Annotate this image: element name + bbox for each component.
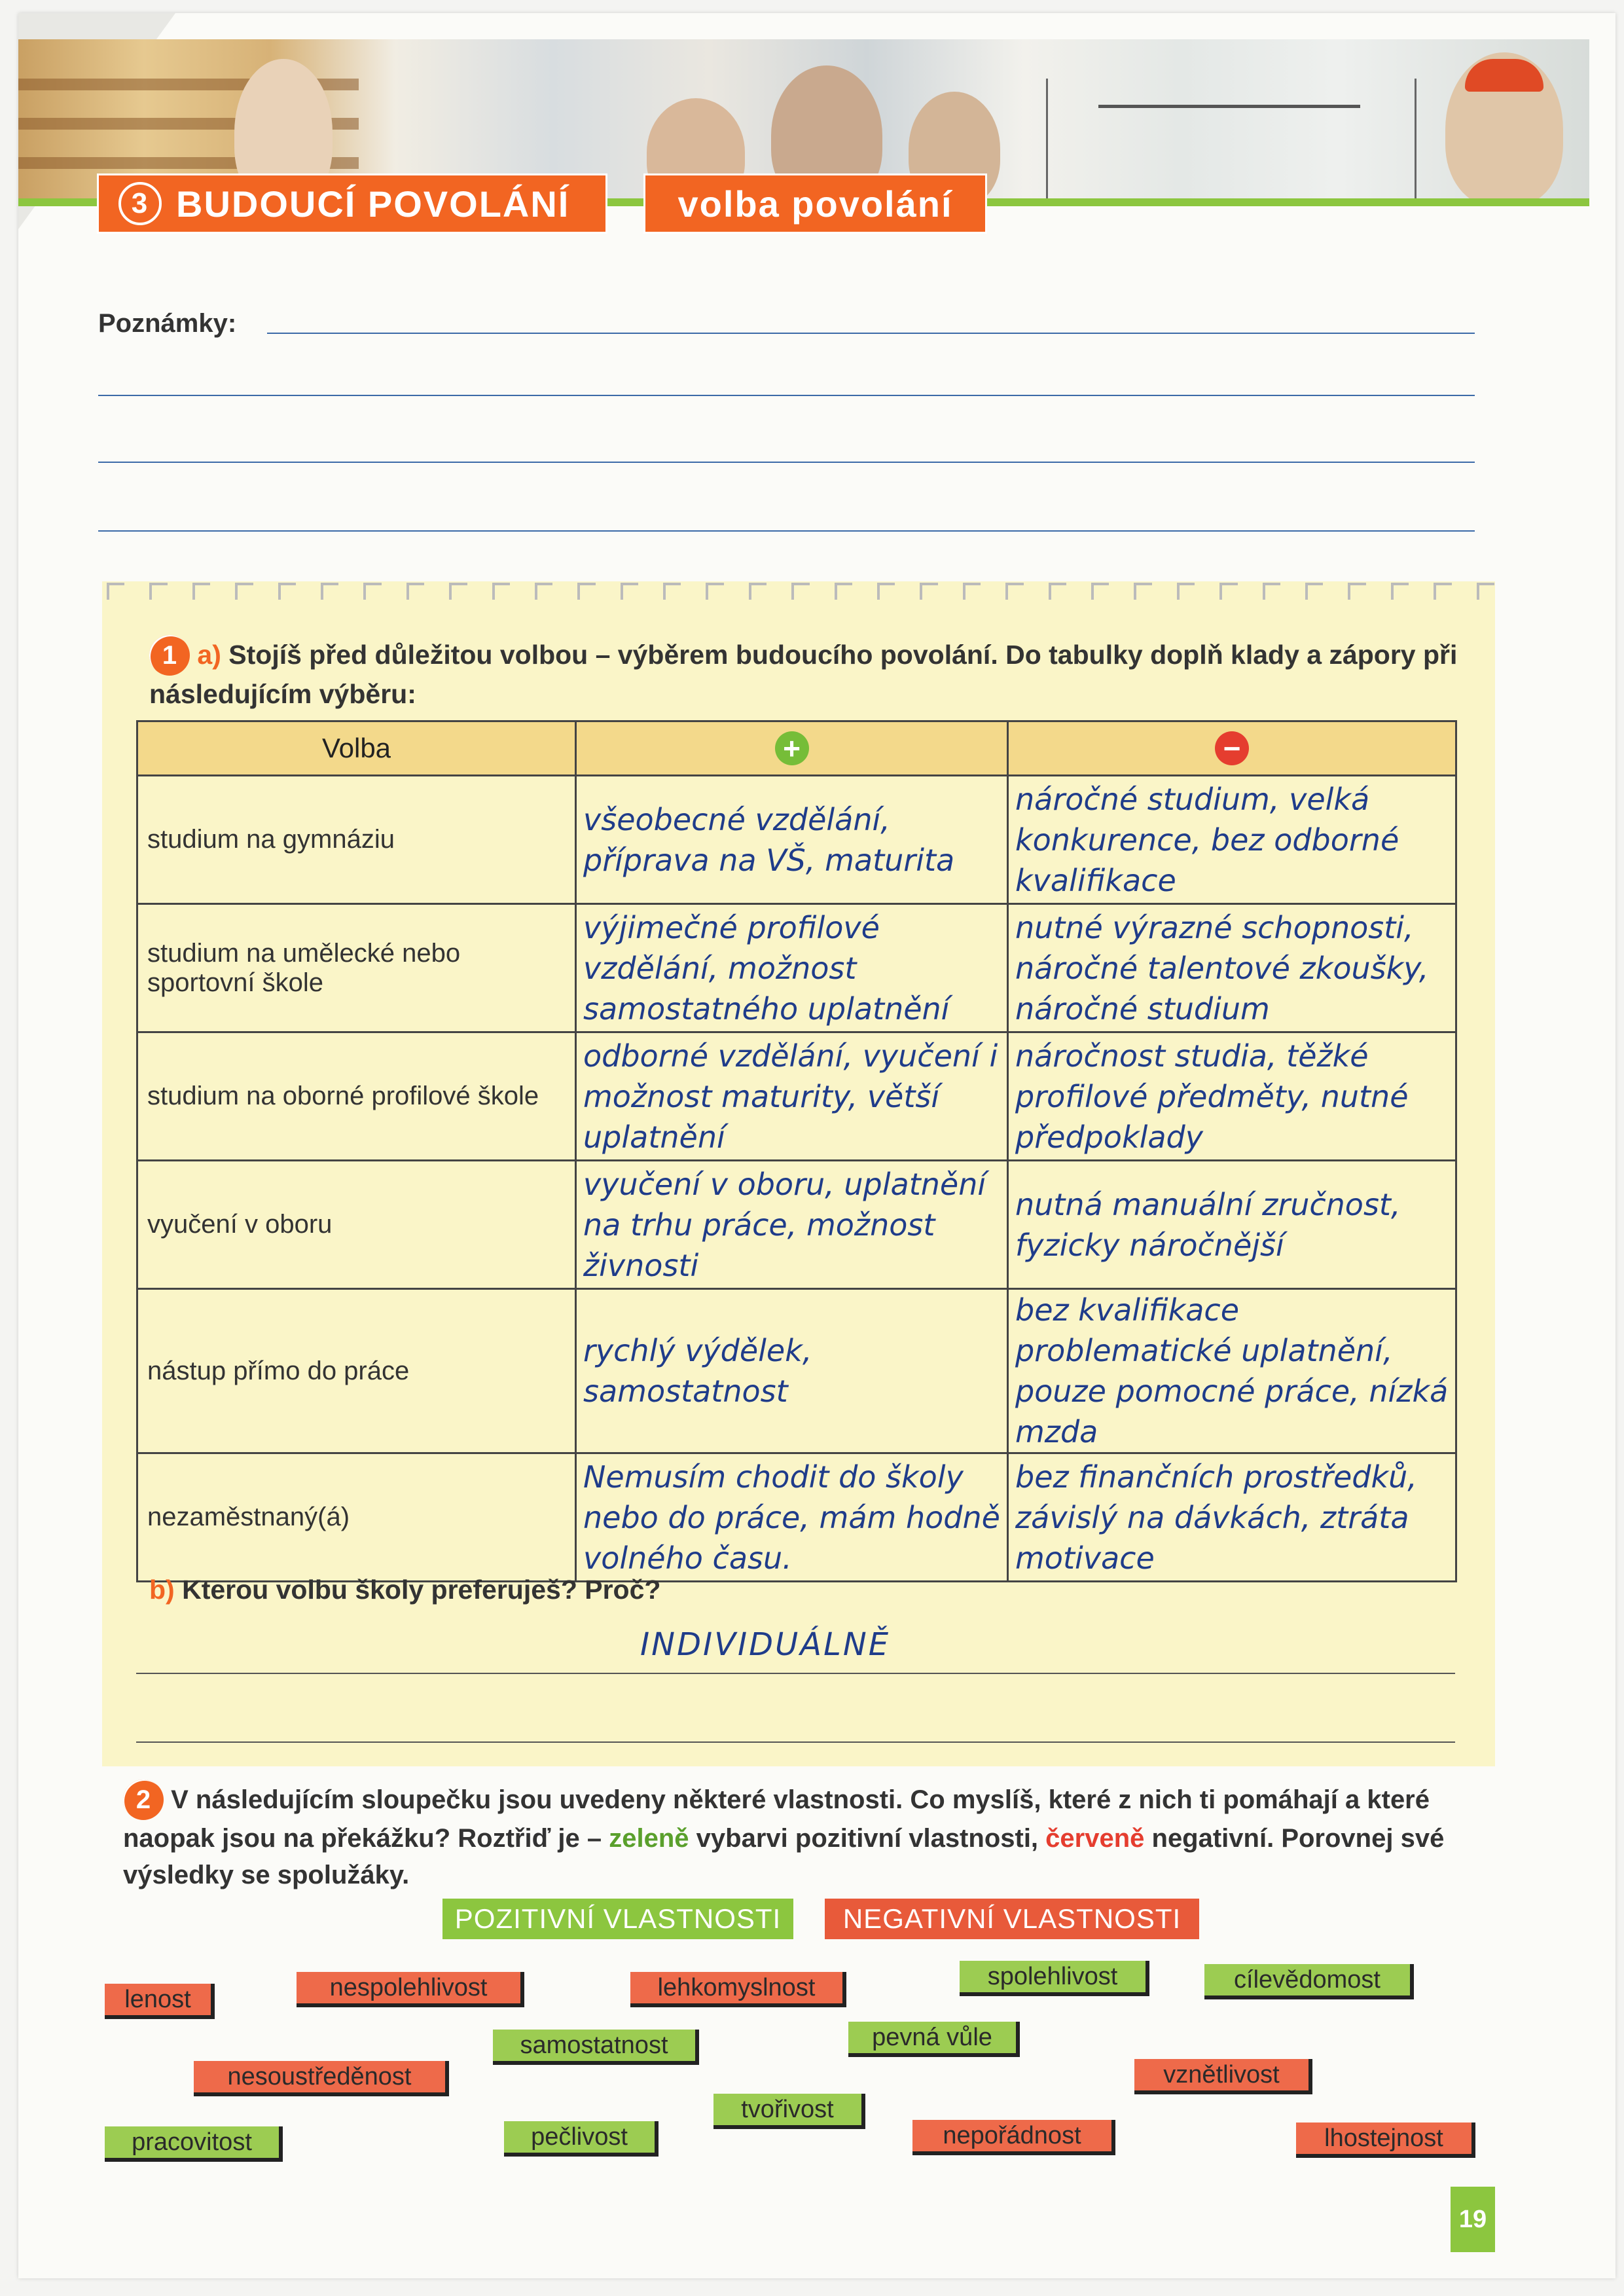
answer-line — [136, 1741, 1455, 1743]
pros-cons-table — [136, 720, 1457, 1582]
trait-chip-spolehlivost[interactable]: spolehlivost — [960, 1961, 1149, 1996]
notes-line — [98, 530, 1475, 532]
answer-b-handwriting: INDIVIDUÁLNĚ — [640, 1626, 891, 1663]
minus-cell: nutná manuální zručnost, fyzicky náročnější — [1008, 1161, 1456, 1289]
table-row — [137, 1032, 1456, 1161]
trait-chip-vznetlivost[interactable]: vznětlivost — [1134, 2059, 1312, 2094]
exercise2-number: 2 — [123, 1779, 164, 1820]
table-row — [137, 904, 1456, 1032]
minus-cell: bez finančních prostředků, závislý na dávkách, ztráta motivace — [1008, 1453, 1456, 1582]
answer-line — [136, 1673, 1455, 1674]
section-title: BUDOUCÍ POVOLÁNÍ — [176, 183, 570, 225]
choice-cell: studium na oborné profilové škole — [137, 1032, 576, 1161]
plus-cell: všeobecné vzdělání, příprava na VŠ, maturita — [576, 776, 1008, 904]
trait-chip-tvorivost[interactable]: tvořivost — [713, 2094, 865, 2129]
q2-text-3: negativní. Porovnej své výsledky se spolužáky. — [123, 1824, 1445, 1889]
col-minus-header — [1008, 721, 1456, 776]
trait-chip-cilevedomost[interactable]: cílevědomost — [1204, 1964, 1414, 1999]
notebook-ticks — [107, 583, 1494, 609]
choice-cell: nástup přímo do práce — [137, 1289, 576, 1453]
table-row — [137, 1289, 1456, 1453]
section-subtitle: volba povolání — [643, 173, 987, 234]
minus-cell: náročné studium, velká konkurence, bez odborné kvalifikace — [1008, 776, 1456, 904]
part-b-label: b) — [149, 1575, 175, 1605]
q2-green-word: zeleně — [609, 1824, 689, 1853]
notes-line — [98, 462, 1475, 463]
question-b-text: Kterou volbu školy preferuješ? Proč? — [182, 1575, 661, 1605]
trait-chip-pevna-vule[interactable]: pevná vůle — [848, 2022, 1020, 2057]
trait-chip-lehkomyslnost[interactable]: lehkomyslnost — [630, 1972, 846, 2007]
table-row — [137, 1161, 1456, 1289]
plus-cell: Nemusím chodit do školy nebo do práce, mám hodně volného času. — [576, 1453, 1008, 1582]
choice-cell: studium na umělecké nebo sportovní škole — [137, 904, 576, 1032]
exercise1-number: 1 — [149, 635, 190, 676]
plus-cell: odborné vzdělání, vyučení i možnost maturity, větší uplatnění — [576, 1032, 1008, 1161]
blueprint-line — [1098, 105, 1360, 108]
choice-cell: nezaměstnaný(á) — [137, 1453, 576, 1582]
trait-chip-samostatnost[interactable]: samostatnost — [493, 2030, 699, 2065]
table-row — [137, 776, 1456, 904]
notes-line — [267, 333, 1475, 334]
blueprint-drawing — [1046, 79, 1416, 206]
plus-cell: vyučení v oboru, uplatnění na trhu práce, možnost živnosti — [576, 1161, 1008, 1289]
workbook-page — [18, 13, 1615, 2278]
plus-cell: výjimečné profilové vzdělání, možnost samostatného uplatnění — [576, 904, 1008, 1032]
q2-text-1: V následujícím sloupečku jsou uvedeny některé vlastnosti. Co myslíš, které z nich ti pomáhají a které naopak jsou na překážku? Roztřiď je – — [123, 1785, 1430, 1853]
exercise1-question-b — [149, 1575, 660, 1605]
col-choice-header: Volba — [137, 721, 576, 776]
q2-red-word: červeně — [1045, 1824, 1145, 1853]
exercise2-question — [123, 1779, 1485, 1893]
trait-chip-neporadnost[interactable]: nepořádnost — [912, 2120, 1115, 2155]
choice-cell: vyučení v oboru — [137, 1161, 576, 1289]
question-a-text: Stojíš před důležitou volbou – výběrem budoucího povolání. Do tabulky doplň klady a zápory při následujícím výběru: — [149, 640, 1458, 709]
minus-cell: bez kvalifikace problematické uplatnění, pouze pomocné práce, nízká mzda — [1008, 1289, 1456, 1453]
choice-cell: studium na gymnáziu — [137, 776, 576, 904]
part-a-label: a) — [197, 640, 221, 670]
trait-chip-nespolehlivost[interactable]: nespolehlivost — [297, 1972, 524, 2007]
notes-line — [98, 395, 1475, 396]
plus-cell: rychlý výdělek, samostatnost — [576, 1289, 1008, 1453]
positive-header: POZITIVNÍ VLASTNOSTI — [442, 1899, 793, 1939]
minus-icon: − — [1215, 731, 1249, 765]
col-plus-header — [576, 721, 1008, 776]
trait-chip-lenost[interactable]: lenost — [105, 1984, 215, 2019]
negative-header: NEGATIVNÍ VLASTNOSTI — [825, 1899, 1199, 1939]
section-title-box — [97, 173, 607, 234]
section-number: 3 — [118, 182, 162, 225]
trait-chip-nesoustredenost[interactable]: nesoustředěnost — [194, 2061, 449, 2096]
hard-hat — [1465, 59, 1543, 92]
trait-chip-pracovitost[interactable]: pracovitost — [105, 2126, 283, 2162]
exercise1-question — [149, 635, 1458, 712]
plus-icon: + — [775, 731, 809, 765]
q2-text-2: vybarvi pozitivní vlastnosti, — [689, 1824, 1046, 1853]
page-number: 19 — [1451, 2187, 1495, 2252]
minus-cell: náročnost studia, těžké profilové předměty, nutné předpoklady — [1008, 1032, 1456, 1161]
minus-cell: nutné výrazné schopnosti, náročné talentové zkoušky, náročné studium — [1008, 904, 1456, 1032]
trait-chip-peclivost[interactable]: pečlivost — [504, 2121, 659, 2157]
table-row — [137, 1453, 1456, 1582]
notes-label: Poznámky: — [98, 309, 237, 338]
trait-chip-lhostejnost[interactable]: lhostejnost — [1296, 2123, 1475, 2158]
